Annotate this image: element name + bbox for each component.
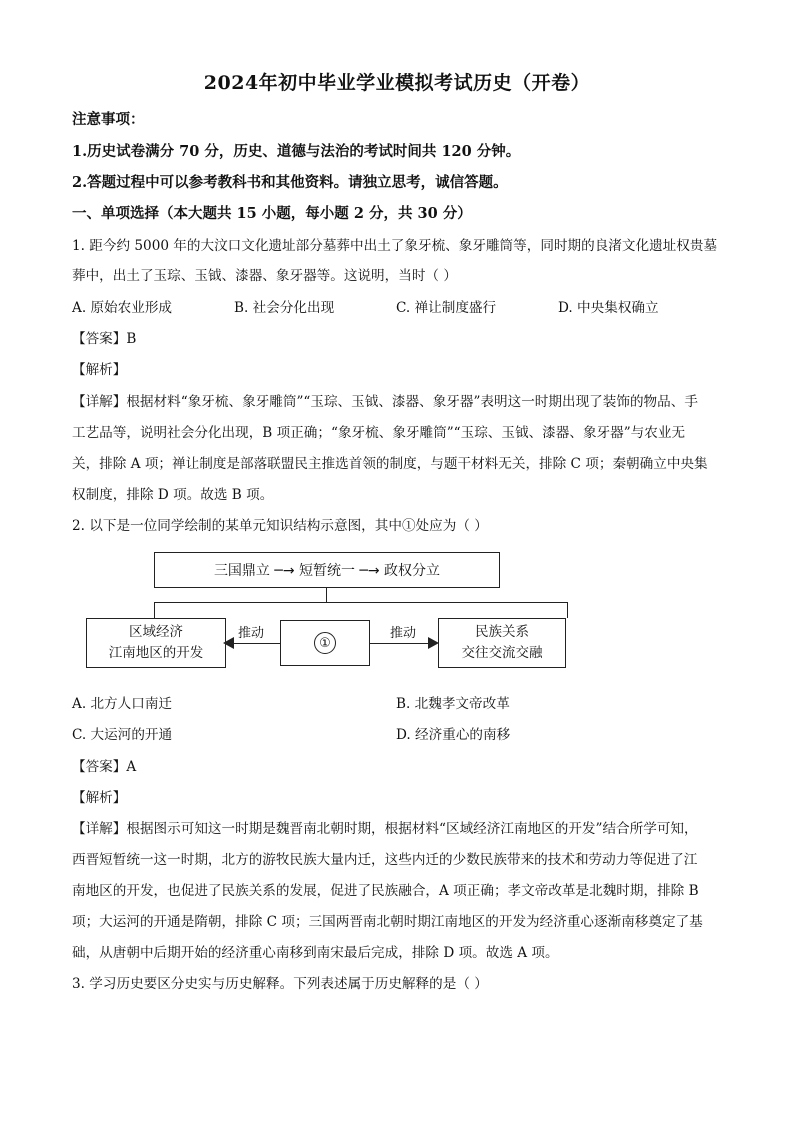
q2-detail-line-2: 西晋短暂统一这一时期，北方的游牧民族大量内迁，这些内迁的少数民族带来的技术和劳动力等促进了江 <box>72 852 698 868</box>
right-arrow-line <box>370 643 434 644</box>
q2-option-b: B. 北魏孝文帝改革 <box>396 696 510 712</box>
left-box-line-2: 江南地区的开发 <box>108 645 204 661</box>
q1-detail-line-3: 关，排除 A 项；禅让制度是部落联盟民主推选首领的制度，与题干材料无关，排除 C 项；秦朝确立中央集 <box>72 456 708 472</box>
q2-option-d: D. 经济重心的南移 <box>396 727 511 743</box>
q1-option-a: A. 原始农业形成 <box>72 300 173 316</box>
q2-stem: 2. 以下是一位同学绘制的某单元知识结构示意图，其中①处应为（ ） <box>72 518 488 534</box>
q2-analysis-label: 【解析】 <box>72 790 127 806</box>
q2-option-c: C. 大运河的开通 <box>72 727 173 743</box>
q1-stem-line-1: 1. 距今约 5000 年的大汶口文化遗址部分墓葬中出土了象牙梳、象牙雕筒等，同时期的良渚文化遗址权贵墓 <box>72 238 718 254</box>
q1-option-b: B. 社会分化出现 <box>234 300 335 316</box>
left-box-line-1: 区域经济 <box>129 624 183 640</box>
diagram-connector <box>154 602 155 618</box>
q1-option-d: D. 中央集权确立 <box>558 300 659 316</box>
right-arrow-head-icon <box>427 637 439 649</box>
left-arrow-line <box>228 643 280 644</box>
q2-structure-diagram <box>86 548 566 670</box>
q2-answer: 【答案】A <box>72 759 137 775</box>
left-arrow-label: 推动 <box>238 626 265 641</box>
notice-heading: 注意事项： <box>72 111 145 128</box>
diagram-right-box <box>438 618 566 668</box>
q1-option-c: C. 禅让制度盛行 <box>396 300 497 316</box>
q1-stem-line-2: 葬中，出土了玉琮、玉钺、漆器、象牙器等。这说明，当时（ ） <box>72 268 457 284</box>
diagram-center-box <box>280 620 370 666</box>
notice-item-1: 1.历史试卷满分 70 分，历史、道德与法治的考试时间共 120 分钟。 <box>72 143 521 160</box>
q2-detail-line-4: 项；大运河的开通是隋朝，排除 C 项；三国两晋南北朝时期江南地区的开发为经济重心逐渐南移奠定了基 <box>72 914 703 930</box>
q2-detail-line-1: 【详解】根据图示可知这一时期是魏晋南北朝时期，根据材料“区域经济江南地区的开发”结合所学可知， <box>72 821 698 837</box>
q1-detail-line-4: 权制度，排除 D 项。故选 B 项。 <box>72 487 274 503</box>
right-box-line-2: 交往交流交融 <box>461 645 543 661</box>
q1-answer: 【答案】B <box>72 331 137 347</box>
notice-item-2: 2.答题过程中可以参考教科书和其他资料。请独立思考，诚信答题。 <box>72 174 508 191</box>
diagram-connector <box>567 602 568 618</box>
q3-stem: 3. 学习历史要区分史实与历史解释。下列表述属于历史解释的是（ ） <box>72 976 488 992</box>
circled-number-one: ① <box>314 632 336 654</box>
q1-detail-line-2: 工艺品等，说明社会分化出现，B 项正确；“象牙梳、象牙雕筒”“玉琮、玉钺、漆器、象牙器”与农业无 <box>72 425 686 441</box>
q2-option-a: A. 北方人口南迁 <box>72 696 173 712</box>
diagram-top-box: 三国鼎立 ─→ 短暂统一 ─→ 政权分立 <box>154 552 500 588</box>
right-box-line-1: 民族关系 <box>475 624 529 640</box>
page-title: 2024年初中毕业学业模拟考试历史（开卷） <box>203 72 591 94</box>
q1-detail-line-1: 【详解】根据材料“象牙梳、象牙雕筒”“玉琮、玉钺、漆器、象牙器”表明这一时期出现了装饰的物品、手 <box>72 394 698 410</box>
q1-analysis-label: 【解析】 <box>72 362 127 378</box>
right-arrow-label: 推动 <box>390 626 417 641</box>
q2-detail-line-5: 础，从唐朝中后期开始的经济重心南移到南宋最后完成，排除 D 项。故选 A 项。 <box>72 945 559 961</box>
diagram-bracket <box>154 602 568 603</box>
q2-detail-line-3: 南地区的开发，也促进了民族关系的发展，促进了民族融合，A 项正确；孝文帝改革是北魏时期，排除 B <box>72 883 699 899</box>
diagram-connector <box>326 588 327 602</box>
diagram-left-box <box>86 618 226 668</box>
section-heading: 一、单项选择（本大题共 15 小题，每小题 2 分，共 30 分） <box>72 205 472 222</box>
left-arrow-head-icon <box>223 637 235 649</box>
